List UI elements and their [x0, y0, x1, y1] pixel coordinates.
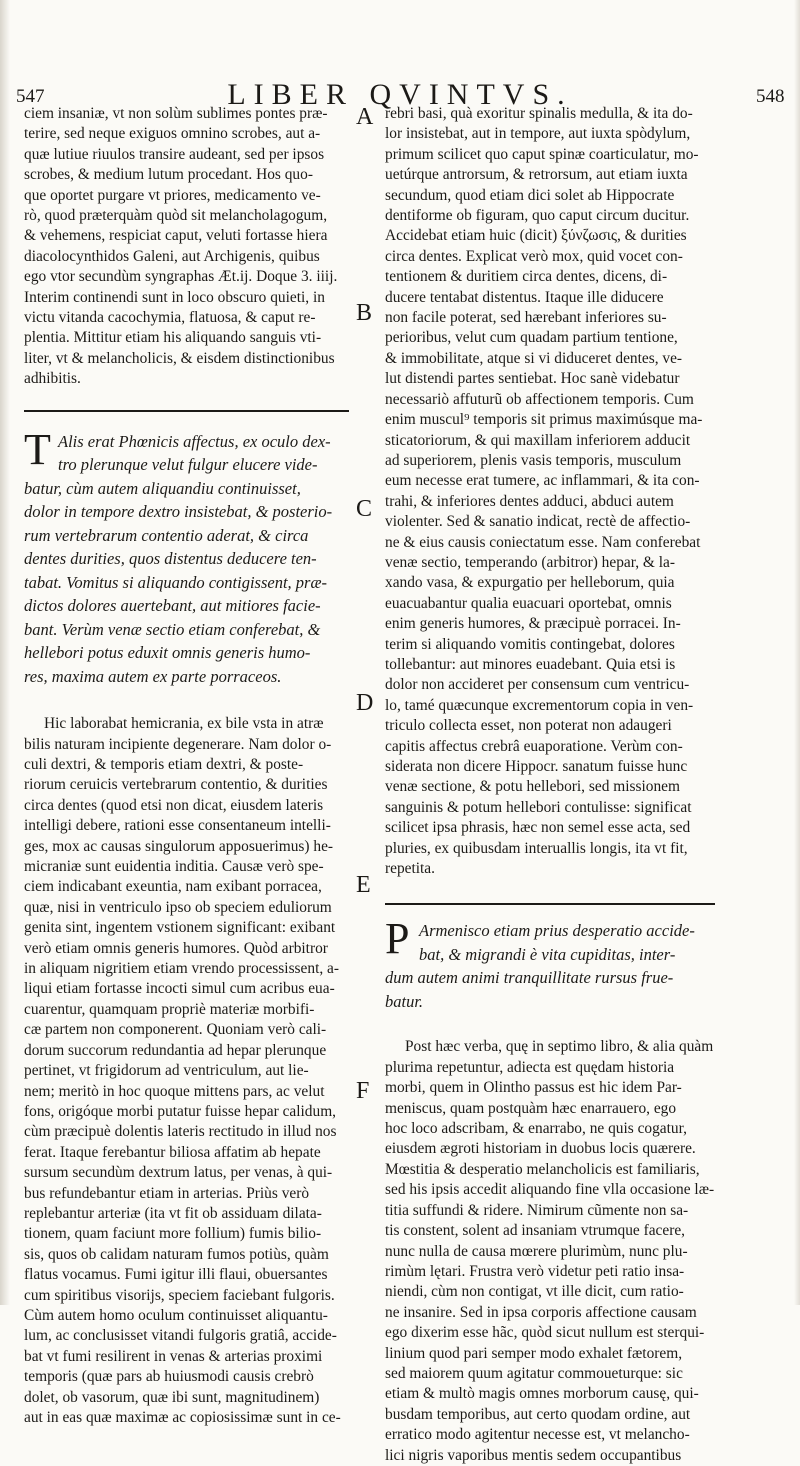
page-gutter-shadow [0, 0, 10, 1305]
text-line: linium quod pari semper modo exhalet fætorem, [385, 1344, 683, 1362]
running-title: LIBER QVINTVS. [227, 78, 573, 111]
left-heading-text [24, 424, 349, 689]
text-line: tollebantur: aut minores euadebant. Quia etsi is [385, 655, 676, 673]
text-line: lum, ac conclusisset vitandi fulgoris gratiâ, accide- [24, 1327, 337, 1345]
text-line: Accidebat etiam huic (dicit) ξύνζωσις, & durities [385, 227, 687, 245]
text-line: dolor non accideret per consensum cum ventricu- [385, 676, 690, 694]
drop-cap-left: T [24, 424, 51, 474]
margin-letter-b: B [356, 300, 373, 326]
text-line: Mœstitia & desperatio melancholicis est familiaris, [385, 1160, 700, 1178]
text-line: ferat. Itaque ferebantur biliosa affatim ab hepate [24, 1143, 321, 1161]
text-line: cùm præcipuè dolentis lateris rectitudo in illud nos [24, 1123, 337, 1141]
page-edge-shadow [794, 0, 800, 1305]
text-line: etiam & multò magis omnes morborum causę, qui- [385, 1385, 699, 1403]
text-line: bus refundebantur etiam in arterias. Priùs verò [24, 1184, 310, 1202]
text-line: fons, origóque morbi putatur fuisse hepar calidum, [24, 1102, 337, 1120]
margin-letter-c: C [356, 496, 373, 522]
text-line: siderata non dicere Hippocr. sanatum fuisse hunc [385, 758, 688, 775]
text-line: trahi, & inferiores dentes adduci, abduci autem [385, 492, 674, 510]
text-line: dolet, ob vasorum, quæ ibi sunt, magnitudinem) [24, 1388, 320, 1406]
text-line: verò etiam omnis generis humores. Quòd arbitror [24, 939, 328, 957]
text-line: circa dentes. Explicat verò mox, quid vocet con- [385, 247, 683, 265]
text-line: capitis affectus crebrâ euaporatione. Verùm con- [385, 737, 683, 755]
text-line: erratico modo agitentur necesse est, vt melancho- [385, 1426, 690, 1444]
text-line: pluries, ex quibusdam interuallis longis, ita vt fit, [385, 839, 688, 857]
text-line: secundum, quod etiam dici solet ab Hippocrate [385, 186, 675, 204]
text-line: circa dentes (quod etsi non dicat, eiusdem lateris [24, 796, 324, 814]
text-line: venæ sectione, & potu hellebori, sed missionem [385, 778, 680, 796]
text-line: sanguinis & potum hellebori contulisse: significat [385, 798, 692, 816]
text-line: diacolocynthidos Galeni, aut Archigenis, quibus [24, 247, 320, 265]
text-line: triculo collecta esset, non poterat non adaugeri [385, 717, 672, 735]
text-line: sursum secundùm dextrum latus, per venas, à qui- [24, 1164, 333, 1182]
right-column [385, 104, 715, 1466]
text-line: necessariò affuturũ ob affectionem temporis. Cum [385, 390, 694, 408]
text-line: tionem, quam faciunt more follium) fumis bilio- [24, 1225, 322, 1243]
text-line: & immobilitate, atque si vi diduceret dentes, ve- [385, 349, 683, 367]
text-line: & vehemens, respiciat caput, veluti fortasse hiera [24, 227, 328, 245]
heading-line: batur. [385, 991, 424, 1011]
text-line: culi dextri, & temporis etiam dextri, & poste- [24, 756, 304, 773]
text-line: ad superiorem, plenis vasis temporis, musculum [385, 451, 682, 469]
right-top-paragraph [385, 104, 715, 879]
text-line: sis, quos ob calidam naturam fumos potiùs, quàm [24, 1245, 329, 1263]
heading-line: res, maxima autem ex parte porraceos. [24, 666, 282, 686]
text-line: violenter. Sed & sanatio indicat, rectè de affectio- [385, 513, 691, 531]
text-line: liter, vt & melancholicis, & eisdem distinctionibus [24, 349, 335, 367]
text-line: Interim continendi sunt in loco obscuro quieti, in [24, 288, 325, 306]
text-line: terire, sed neque exiguos omnino scrobes, aut a- [24, 125, 321, 143]
heading-line: dum autem animi tranquillitate rursus frue- [385, 968, 674, 988]
text-line: sed maiorem quum agitatur commoueturque: sic [385, 1364, 683, 1382]
right-heading-text [385, 914, 715, 1013]
left-heading-block [24, 424, 349, 689]
text-line: temporis (quæ pars ab huiusmodi causis crebrò [24, 1368, 314, 1386]
text-line: bilis naturam incipiente degenerare. Nam dolor o- [24, 735, 332, 753]
text-line: busdam temporibus, aut certo quodam ordine, aut [385, 1405, 691, 1423]
text-line: adhibitis. [24, 370, 81, 388]
text-line: Cùm autem homo oculum continuisset aliquantu- [24, 1306, 328, 1324]
text-line: titia suffundi & ridere. Nimirum cũmente non sa- [385, 1201, 689, 1219]
text-line: venæ sectio, temperando (arbitror) hepar, & la- [385, 553, 675, 571]
text-line: liqui etiam fortasse incocti simul cum acribus eua- [24, 980, 335, 998]
text-line: micraniæ sunt euidentia inditia. Causæ verò spe- [24, 858, 324, 876]
text-line: replebantur arteriæ (ita vt fit ob assiduam dilata- [24, 1204, 322, 1222]
margin-letter-a: A [356, 104, 374, 130]
text-line: lor insistebat, aut in tempore, aut iuxta spòdylum, [385, 125, 691, 143]
text-line: lo, tamé quæcunque excrementorum copia in ven- [385, 696, 694, 714]
text-line: nunc nulla de causa mœrere plurimùm, nunc plu- [385, 1242, 688, 1260]
left-body-paragraph [24, 714, 349, 1428]
heading-line: tabat. Vomitus si aliquando contigissent, præ- [24, 572, 327, 592]
text-line: ciem indicabant exeuntia, nam exibant porracea, [24, 878, 322, 896]
text-line: cæ partem non componerent. Quoniam verò cali- [24, 1021, 327, 1039]
text-line: cuarentur, quamquam propriè materiæ morbifi- [24, 1000, 315, 1018]
text-line: ciem insaniæ, vt non solùm sublimes pontes præ- [24, 105, 328, 122]
right-heading-block [385, 914, 715, 1013]
heading-line: dictos dolores auertebant, aut mitiores facie- [24, 596, 321, 616]
text-line: quæ lutiue riuulos transire audeant, sed per ipsos [24, 145, 325, 163]
left-top-paragraph [24, 104, 349, 390]
left-column [24, 104, 349, 1428]
text-line: lici nigris vaporibus mentis sedem occupantibus [385, 1446, 682, 1464]
text-line: cum spiritibus visorijs, speciem faciebant fulgoris. [24, 1286, 335, 1304]
heading-line: hellebori potus eduxit omnis generis humo- [24, 643, 311, 663]
text-line: quæ, nisi in ventriculo ipso ob speciem eduliorum [24, 898, 332, 916]
text-line: nem; meritò in hoc quoque mittens pars, ac velut [24, 1082, 325, 1100]
text-line: primum scilicet quo caput spinæ coarticulatur, mo- [385, 145, 699, 163]
section-rule-right [385, 903, 715, 905]
text-line: intelligi debere, rationi esse consentaneum intelli- [24, 817, 331, 835]
text-line: repetita. [385, 860, 435, 878]
text-line: Hic laborabat hemicrania, ex bile vsta in atræ [44, 715, 324, 733]
text-line: ducere tentabat distentus. Itaque ille diducere [385, 288, 664, 306]
text-line: rò, quod præterquàm quòd sit melancholagogum, [24, 207, 328, 225]
right-body-paragraph [385, 1037, 715, 1466]
text-line: terim si aliquando vomitis contingebat, dolores [385, 635, 675, 653]
text-line: pertinet, vt frigidorum ad ventriculum, aut lie- [24, 1062, 309, 1080]
page-number-left: 547 [16, 86, 45, 107]
text-line: morbi, quem in Olintho passus est hic idem Par- [385, 1079, 682, 1097]
heading-line: tro plerunque velut fulgur elucere vide- [58, 455, 318, 475]
text-line: lut distendi partes sentiebat. Hoc sanè videbatur [385, 370, 680, 388]
text-line: plurima repetuntur, adiecta est quędam historia [385, 1058, 675, 1076]
text-line: eiusdem ægroti historiam in duobus locis quærere. [385, 1140, 696, 1158]
text-line: in aliquam nigritiem etiam vrendo processissent, a- [24, 960, 339, 978]
text-line: scilicet ipsa phrasis, hæc non semel esse acta, sed [385, 819, 691, 837]
drop-cap-right: P [385, 914, 410, 964]
margin-letter-e: E [356, 872, 371, 898]
heading-line: bant. Verùm venæ sectio etiam conferebat, & [24, 619, 321, 639]
text-line: niendi, cùm non contigat, vt ille dicit, cum ratio- [385, 1283, 684, 1301]
text-line: xando vasa, & expurgatio per helleborum, quia [385, 574, 675, 592]
heading-line: bat, & migrandi è vita cupiditas, inter- [419, 944, 676, 964]
text-line: que oportet purgare vt priores, medicamento ve- [24, 186, 321, 204]
text-line: non facile poterat, sed hærebant inferiores su- [385, 309, 667, 327]
text-line: ego vtor secundùm syngraphas Æt.ij. Doque 3. iiij. [24, 268, 338, 286]
text-line: dentiforme ob figuram, quo caput circum ducitur. [385, 207, 690, 225]
heading-line: batur, cùm autem aliquandiu continuisset, [24, 478, 301, 498]
page-number-right: 548 [756, 86, 785, 107]
heading-line: dentes durities, quos distentus deducere ten- [24, 549, 317, 569]
heading-line: Alis erat Phœnicis affectus, ex oculo dex- [58, 431, 331, 451]
text-line: perioribus, velut cum quadam partium tentione, [385, 329, 678, 347]
heading-line: dolor in tempore dextro insistebat, & posterio- [24, 502, 333, 522]
text-line: eum necesse erat tumere, ac inflammari, & ita con- [385, 472, 700, 490]
text-line: genita sint, ingentem vstionem significant: exibant [24, 919, 336, 937]
text-line: Post hæc verba, quę in septimo libro, & alia quàm [405, 1038, 714, 1056]
text-line: sticatoriorum, & qui maxillam inferiorem adducit [385, 431, 691, 449]
text-line: sed his ipsis accedit aliquando fine vlla occasione læ- [385, 1181, 715, 1199]
text-line: rebri basi, quà exoritur spinalis medulla, & ita do- [385, 105, 693, 122]
text-line: tentionem & duritiem circa dentes, dicens, di- [385, 268, 668, 286]
text-line: plentia. Mittitur etiam his aliquando sanguis vti- [24, 329, 322, 347]
text-line: euacuabantur qualia euacuari oportebat, omnis [385, 594, 672, 612]
text-line: uetúrque antrorsum, & retrorsum, aut etiam iuxta [385, 166, 688, 184]
text-line: riorum ceruicis vertebrarum contentio, & durities [24, 776, 328, 794]
text-line: tis constent, solent ad insaniam vtrumque facere, [385, 1222, 686, 1240]
margin-letter-f: F [356, 1078, 370, 1104]
text-line: victu vitanda cacochymia, flatuosa, & caput re- [24, 309, 316, 327]
text-line: aut in eas quæ maximæ ac copiosissimæ sunt in ce- [24, 1409, 341, 1426]
text-line: ges, mox ac causas singulorum apposuerimus) he- [24, 837, 334, 855]
text-line: rimùm lętari. Frustra verò videtur peti ratio insa- [385, 1262, 685, 1280]
text-line: ne & eius causis coniectatum esse. Nam conferebat [385, 533, 701, 551]
text-line: meniscus, quam postquàm hæc enarrauero, ego [385, 1099, 677, 1117]
text-line: scrobes, & medium lutum procedant. Hos quo- [24, 166, 313, 184]
text-line: bat vt fumi resilirent in venas & arterias proximi [24, 1347, 323, 1365]
text-line: flatus vocamus. Fumi igitur illi flaui, obuersantes [24, 1266, 328, 1284]
heading-line: rum vertebrarum contentio aderat, & circa [24, 525, 309, 545]
text-line: ego dixerim esse hãc, quòd sicut nullum est sterqui- [385, 1324, 705, 1342]
heading-line: Armenisco etiam prius desperatio accide- [419, 921, 695, 941]
text-line: dorum succorum redundantia ad hepar plerunque [24, 1041, 327, 1059]
text-line: enim muscul⁹ temporis sit primus maximúsque ma- [385, 411, 703, 429]
text-line: enim generis humores, & præcipuè porracei. In- [385, 615, 681, 633]
margin-letter-d: D [356, 690, 374, 716]
text-line: ne insanire. Sed in ipsa corporis affectione causam [385, 1303, 697, 1321]
text-line: hoc loco adscribam, & enarrabo, ne quis cogatur, [385, 1120, 687, 1138]
section-rule-left [24, 410, 349, 412]
